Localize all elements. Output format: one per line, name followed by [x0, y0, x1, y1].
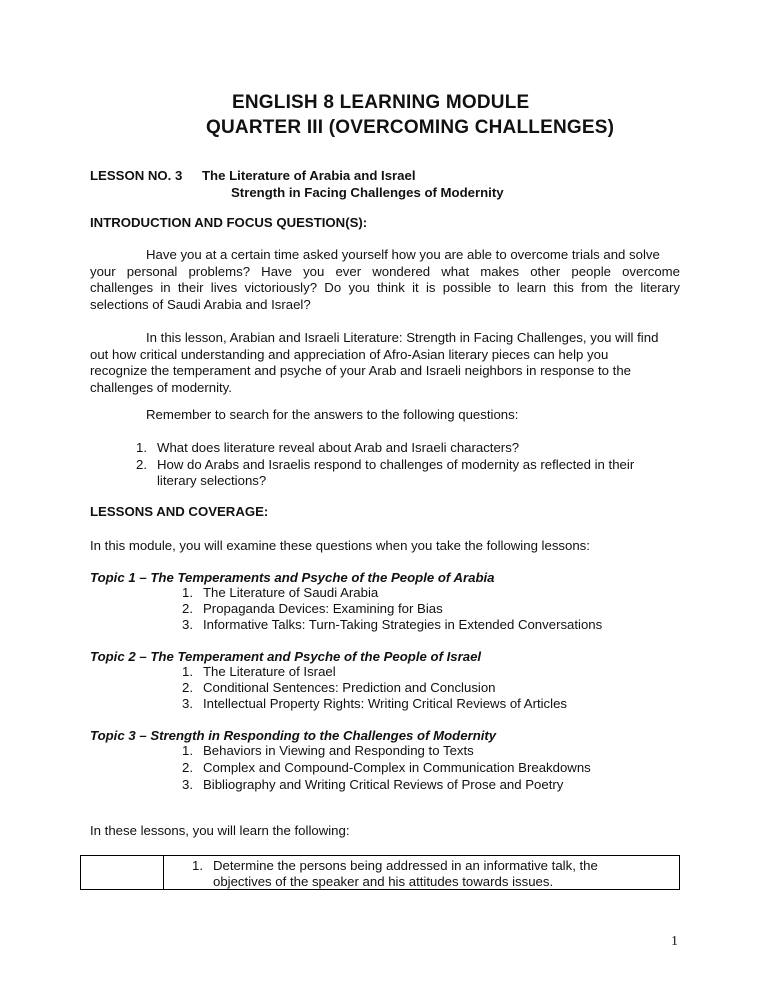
focus-question-2 — [136, 457, 634, 474]
reminder-text: Remember to search for the answers to the following questions: — [146, 407, 519, 422]
question-text: How do Arabs and Israelis respond to challenges of modernity as reflected in their — [157, 457, 635, 472]
list-item — [182, 777, 563, 794]
list-item-text: Bibliography and Writing Critical Reviews of Prose and Poetry — [203, 777, 564, 792]
lesson-label: LESSON NO. 3 — [90, 168, 183, 183]
coverage-heading: LESSONS AND COVERAGE: — [90, 504, 269, 519]
list-item — [182, 617, 602, 634]
list-item-text: Informative Talks: Turn-Taking Strategies in Extended Conversations — [203, 617, 603, 632]
list-number: 3. — [182, 617, 193, 632]
lesson-subtitle: Strength in Facing Challenges of Modernity — [231, 185, 504, 200]
table-row — [81, 856, 680, 890]
list-number: 3. — [182, 696, 193, 711]
outcomes-table — [80, 855, 680, 890]
list-item-text: The Literature of Israel — [203, 664, 336, 679]
list-item-text: Conditional Sentences: Prediction and Conclusion — [203, 680, 496, 695]
list-item-text: The Literature of Saudi Arabia — [203, 585, 379, 600]
paragraph-line: recognize the temperament and psyche of your Arab and Israeli neighbors in response to the — [90, 363, 632, 378]
outcome-text: Determine the persons being addressed in an informative talk, the — [213, 858, 598, 873]
list-number: 1. — [182, 743, 193, 758]
list-item — [182, 664, 336, 681]
page-number: 1 — [671, 934, 678, 949]
table-cell-outcome — [164, 856, 680, 890]
outcome-line: objectives of the speaker and his attitudes towards issues. — [213, 873, 554, 889]
outcome-item — [164, 856, 679, 889]
list-item — [182, 696, 567, 713]
module-title: ENGLISH 8 LEARNING MODULE — [232, 92, 530, 113]
table-cell-blank — [81, 856, 164, 890]
list-item — [182, 760, 591, 777]
list-item — [182, 601, 443, 618]
lesson-title: The Literature of Arabia and Israel — [202, 168, 416, 183]
question-text: What does literature reveal about Arab and Israeli characters? — [157, 440, 520, 455]
introduction-paragraph-2 — [90, 330, 680, 396]
list-item — [182, 743, 474, 760]
paragraph-line: In this lesson, Arabian and Israeli Literature: Strength in Facing Challenges, you will find — [146, 330, 659, 345]
list-number: 1. — [136, 440, 147, 455]
outcomes-intro: In these lessons, you will learn the following: — [90, 823, 350, 838]
list-number: 1. — [182, 585, 193, 600]
list-number: 3. — [182, 777, 193, 792]
quarter-title: QUARTER III (OVERCOMING CHALLENGES) — [206, 117, 615, 138]
topic-3-title: Topic 3 – Strength in Responding to the Challenges of Modernity — [90, 728, 497, 743]
outcome-line — [192, 858, 679, 874]
list-item-text: Complex and Compound-Complex in Communication Breakdowns — [203, 760, 591, 775]
list-number: 2. — [182, 680, 193, 695]
list-number: 2. — [182, 760, 193, 775]
list-item-text: Behaviors in Viewing and Responding to Texts — [203, 743, 474, 758]
question-text-continued: literary selections? — [157, 473, 267, 488]
list-number: 1. — [192, 858, 203, 873]
paragraph-line: challenges of modernity. — [90, 379, 232, 395]
paragraph-line: challenges in their lives victoriously? Do you think it is possible to learn this from the literary — [90, 280, 680, 295]
paragraph-line: Have you at a certain time asked yourself how you are able to overcome trials and solve — [146, 247, 660, 262]
list-number: 2. — [182, 601, 193, 616]
list-number: 1. — [182, 664, 193, 679]
topic-1-title: Topic 1 – The Temperaments and Psyche of the People of Arabia — [90, 570, 495, 585]
focus-question-1 — [136, 440, 519, 457]
list-item-text: Propaganda Devices: Examining for Bias — [203, 601, 443, 616]
paragraph-line: your personal problems? Have you ever wondered what makes other people overcome — [90, 263, 680, 279]
list-number: 2. — [136, 457, 147, 472]
introduction-heading: INTRODUCTION AND FOCUS QUESTION(S): — [90, 215, 368, 230]
introduction-paragraph-1 — [90, 247, 680, 313]
paragraph-line: selections of Saudi Arabia and Israel? — [90, 296, 311, 312]
coverage-intro: In this module, you will examine these questions when you take the following lessons: — [90, 538, 590, 553]
topic-2-title: Topic 2 – The Temperament and Psyche of the People of Israel — [90, 649, 482, 664]
list-item-text: Intellectual Property Rights: Writing Critical Reviews of Articles — [203, 696, 568, 711]
paragraph-line: out how critical understanding and appreciation of Afro-Asian literary pieces can help you — [90, 346, 609, 362]
list-item — [182, 585, 378, 602]
list-item — [182, 680, 496, 697]
